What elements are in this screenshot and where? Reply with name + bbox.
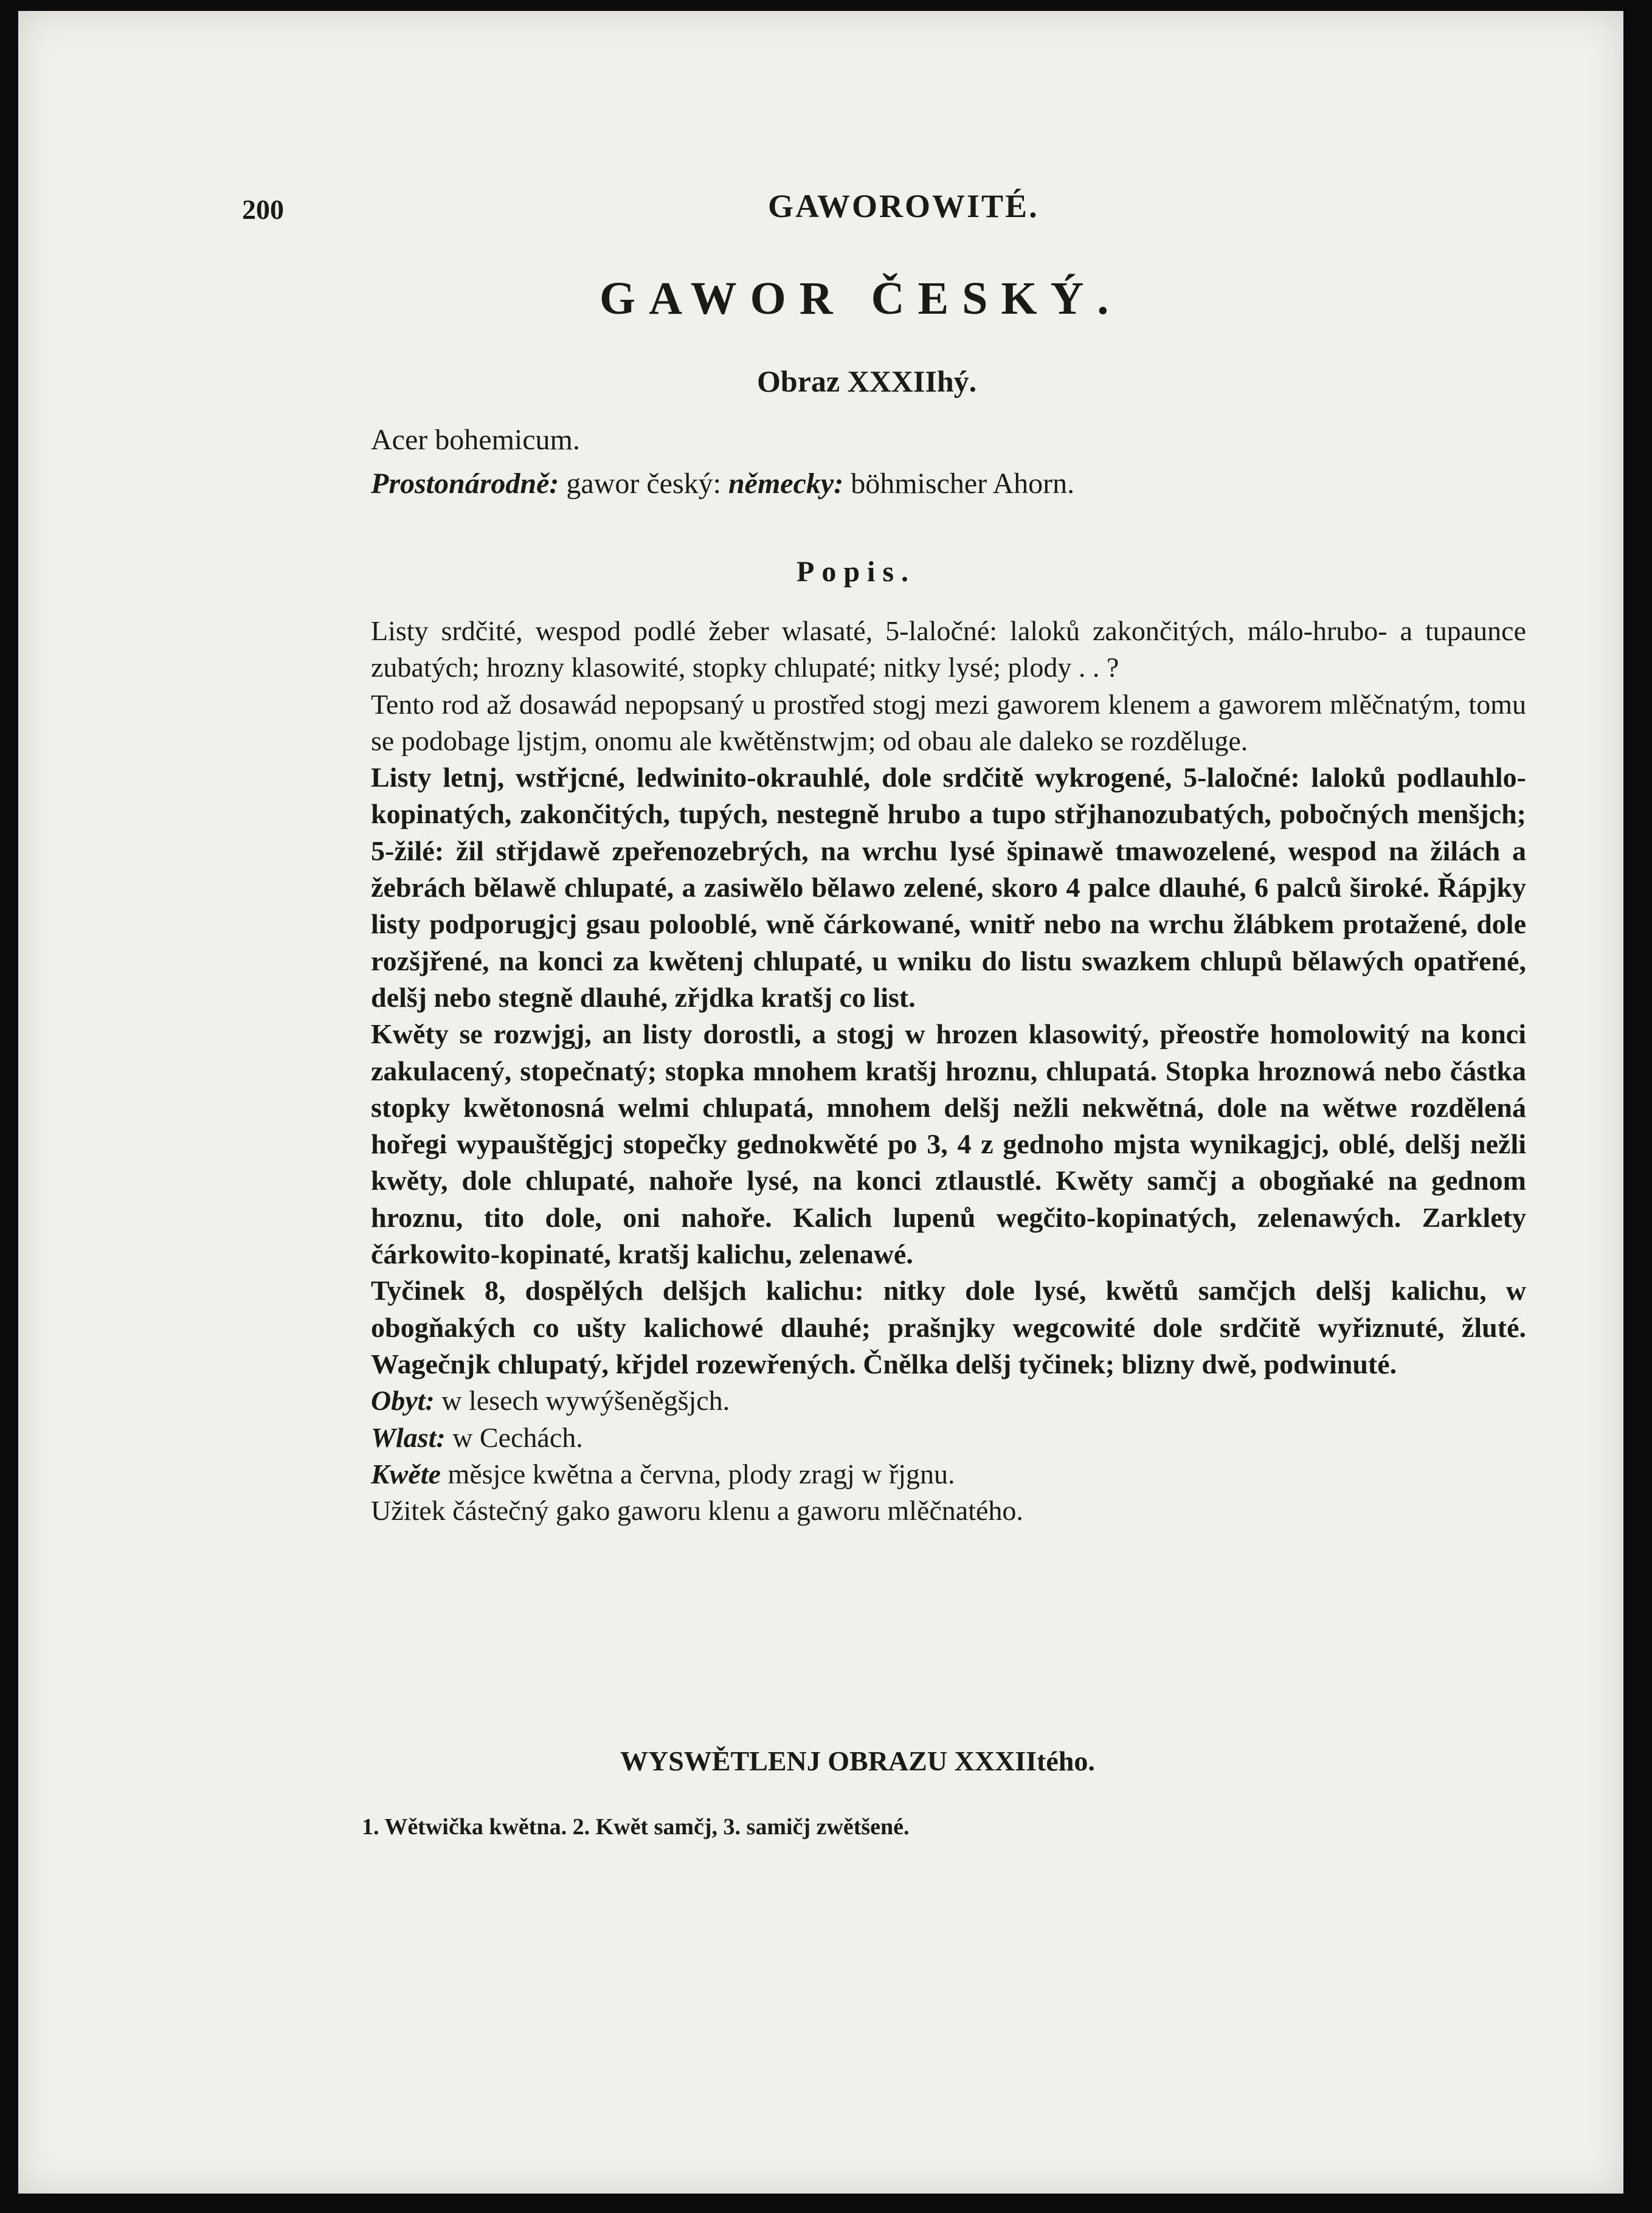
flowering-line (371, 1456, 1526, 1493)
paragraph-2: Tento rod až dosawád nepopsaný u prostřed stogj mezi gaworem klenem a gaworem mlěčnatým, tomu se podobage ljstjm, onomu ale kwětěnstwjm; od obau ale daleko se rozděluge. (371, 688, 1526, 756)
habitat-label: Obyt: (371, 1385, 435, 1417)
paragraph-3: Listy letnj, wstřjcné, ledwinito-okrauhlé, dole srdčitě wykrogené, 5-laločné: laloků podlauhlo-kopinatých, zakončitých, tupých, nestegně hrubo a tupo střjhanozubatých, pobočných menšjch; 5-žilé: žil střjdawě zpeřenozebrých, na wrchu lysé špinawě tmawozelené, wespod na žilách a žebrách bělawě chlupaté, a zasiwělo bělawo zelené, skoro 4 palce dlauhé, 6 palců široké. Řápjky listy podporugjcj gsau polooblé, wně čárkowané, wnitř nebo na wrchu žlábkem protažené, dole rozšjřené, na konci za kwětenj chlupaté, u wniku do listu swazkem chlupů bělawých opatřené, delšj nebo stegně dlauhé, zřjdka kratšj co list. (371, 762, 1526, 1013)
book-page (18, 11, 1623, 2194)
habitat-line (371, 1383, 1526, 1419)
german-name-label: německy: (728, 468, 844, 500)
habitat-value: w lesech wywýšeněgšjch. (441, 1385, 730, 1417)
homeland-line (371, 1420, 1526, 1456)
plate-caption-text: 1. Wětwička kwětna. 2. Kwět samčj, 3. samičj zwětšené. (362, 1814, 910, 1840)
latin-name: Acer bohemicum. (371, 424, 580, 456)
running-head: GAWOROWITÉ. (768, 188, 1039, 224)
paragraph-4: Kwěty se rozwjgj, an listy dorostli, a stogj w hrozen klasowitý, přeostře homolowitý na konci zakulacený, stopečnatý; stopka mnohem kratšj hroznu, chlupatá. Stopka hroznowá nebo částka stopky kwětonosná welmi chlupatá, mnohem delšj nežli nekwětná, dole na wětwe rozdělená hořegi wypauštěgjcj stopečky gednokwěté po 3, 4 z gednoho mjsta wynikagjcj, oblé, delšj nežli kwěty, dole chlupaté, nahoře lysé, na konci ztlaustlé. Kwěty samčj a obogňaké na gednom hroznu, tito dole, oni nahoře. Kalich lupenů wegčito-kopinatých, zelenawých. Zarklety čárkowito-kopinaté, kratšj kalichu, zelenawé. (371, 1018, 1526, 1270)
section-heading: Popis. (797, 556, 916, 588)
paragraph-1: Listy srdčité, wespod podlé žeber wlasaté, 5-laločné: laloků zakončitých, málo-hrubo- a tupaunce zubatých; hrozny klasowité, stopky chlupaté; nitky lysé; plody . . ? (371, 615, 1526, 683)
homeland-label: Wlast: (371, 1421, 446, 1453)
vernacular-names (371, 467, 1074, 500)
plate-caption-title: WYSWĚTLENJ OBRAZU XXXIItého. (620, 1745, 1095, 1776)
flowering-value: měsjce kwětna a června, plody zragj w řjgnu. (448, 1458, 955, 1490)
folk-name-label: Prostonárodně: (371, 468, 559, 500)
paragraph-5: Tyčinek 8, dospělých delšjch kalichu: nitky dole lysé, kwětů samčjch delšj kalichu, w obogňakých co ušty kalichowé dlauhé; prašnjky wegcowité dole srdčitě wyřiznuté, žluté. Wagečnjk chlupatý, křjdel rozewřených. Čnělka delšj tyčinek; blizny dwě, podwinuté. (371, 1275, 1526, 1379)
flowering-label: Kwěte (371, 1458, 441, 1490)
page-number: 200 (242, 194, 284, 225)
species-title: GAWOR ČESKÝ. (600, 273, 1122, 324)
usage-line: Užitek částečný gako gaworu klenu a gaworu mlěčnatého. (371, 1495, 1023, 1527)
german-name-value: böhmischer Ahorn. (851, 468, 1075, 500)
folk-name-value: gawor český: (566, 468, 721, 500)
homeland-value: w Cechách. (452, 1421, 583, 1453)
description-body (371, 613, 1526, 1529)
plate-reference: Obraz XXXIIhý. (757, 364, 977, 398)
